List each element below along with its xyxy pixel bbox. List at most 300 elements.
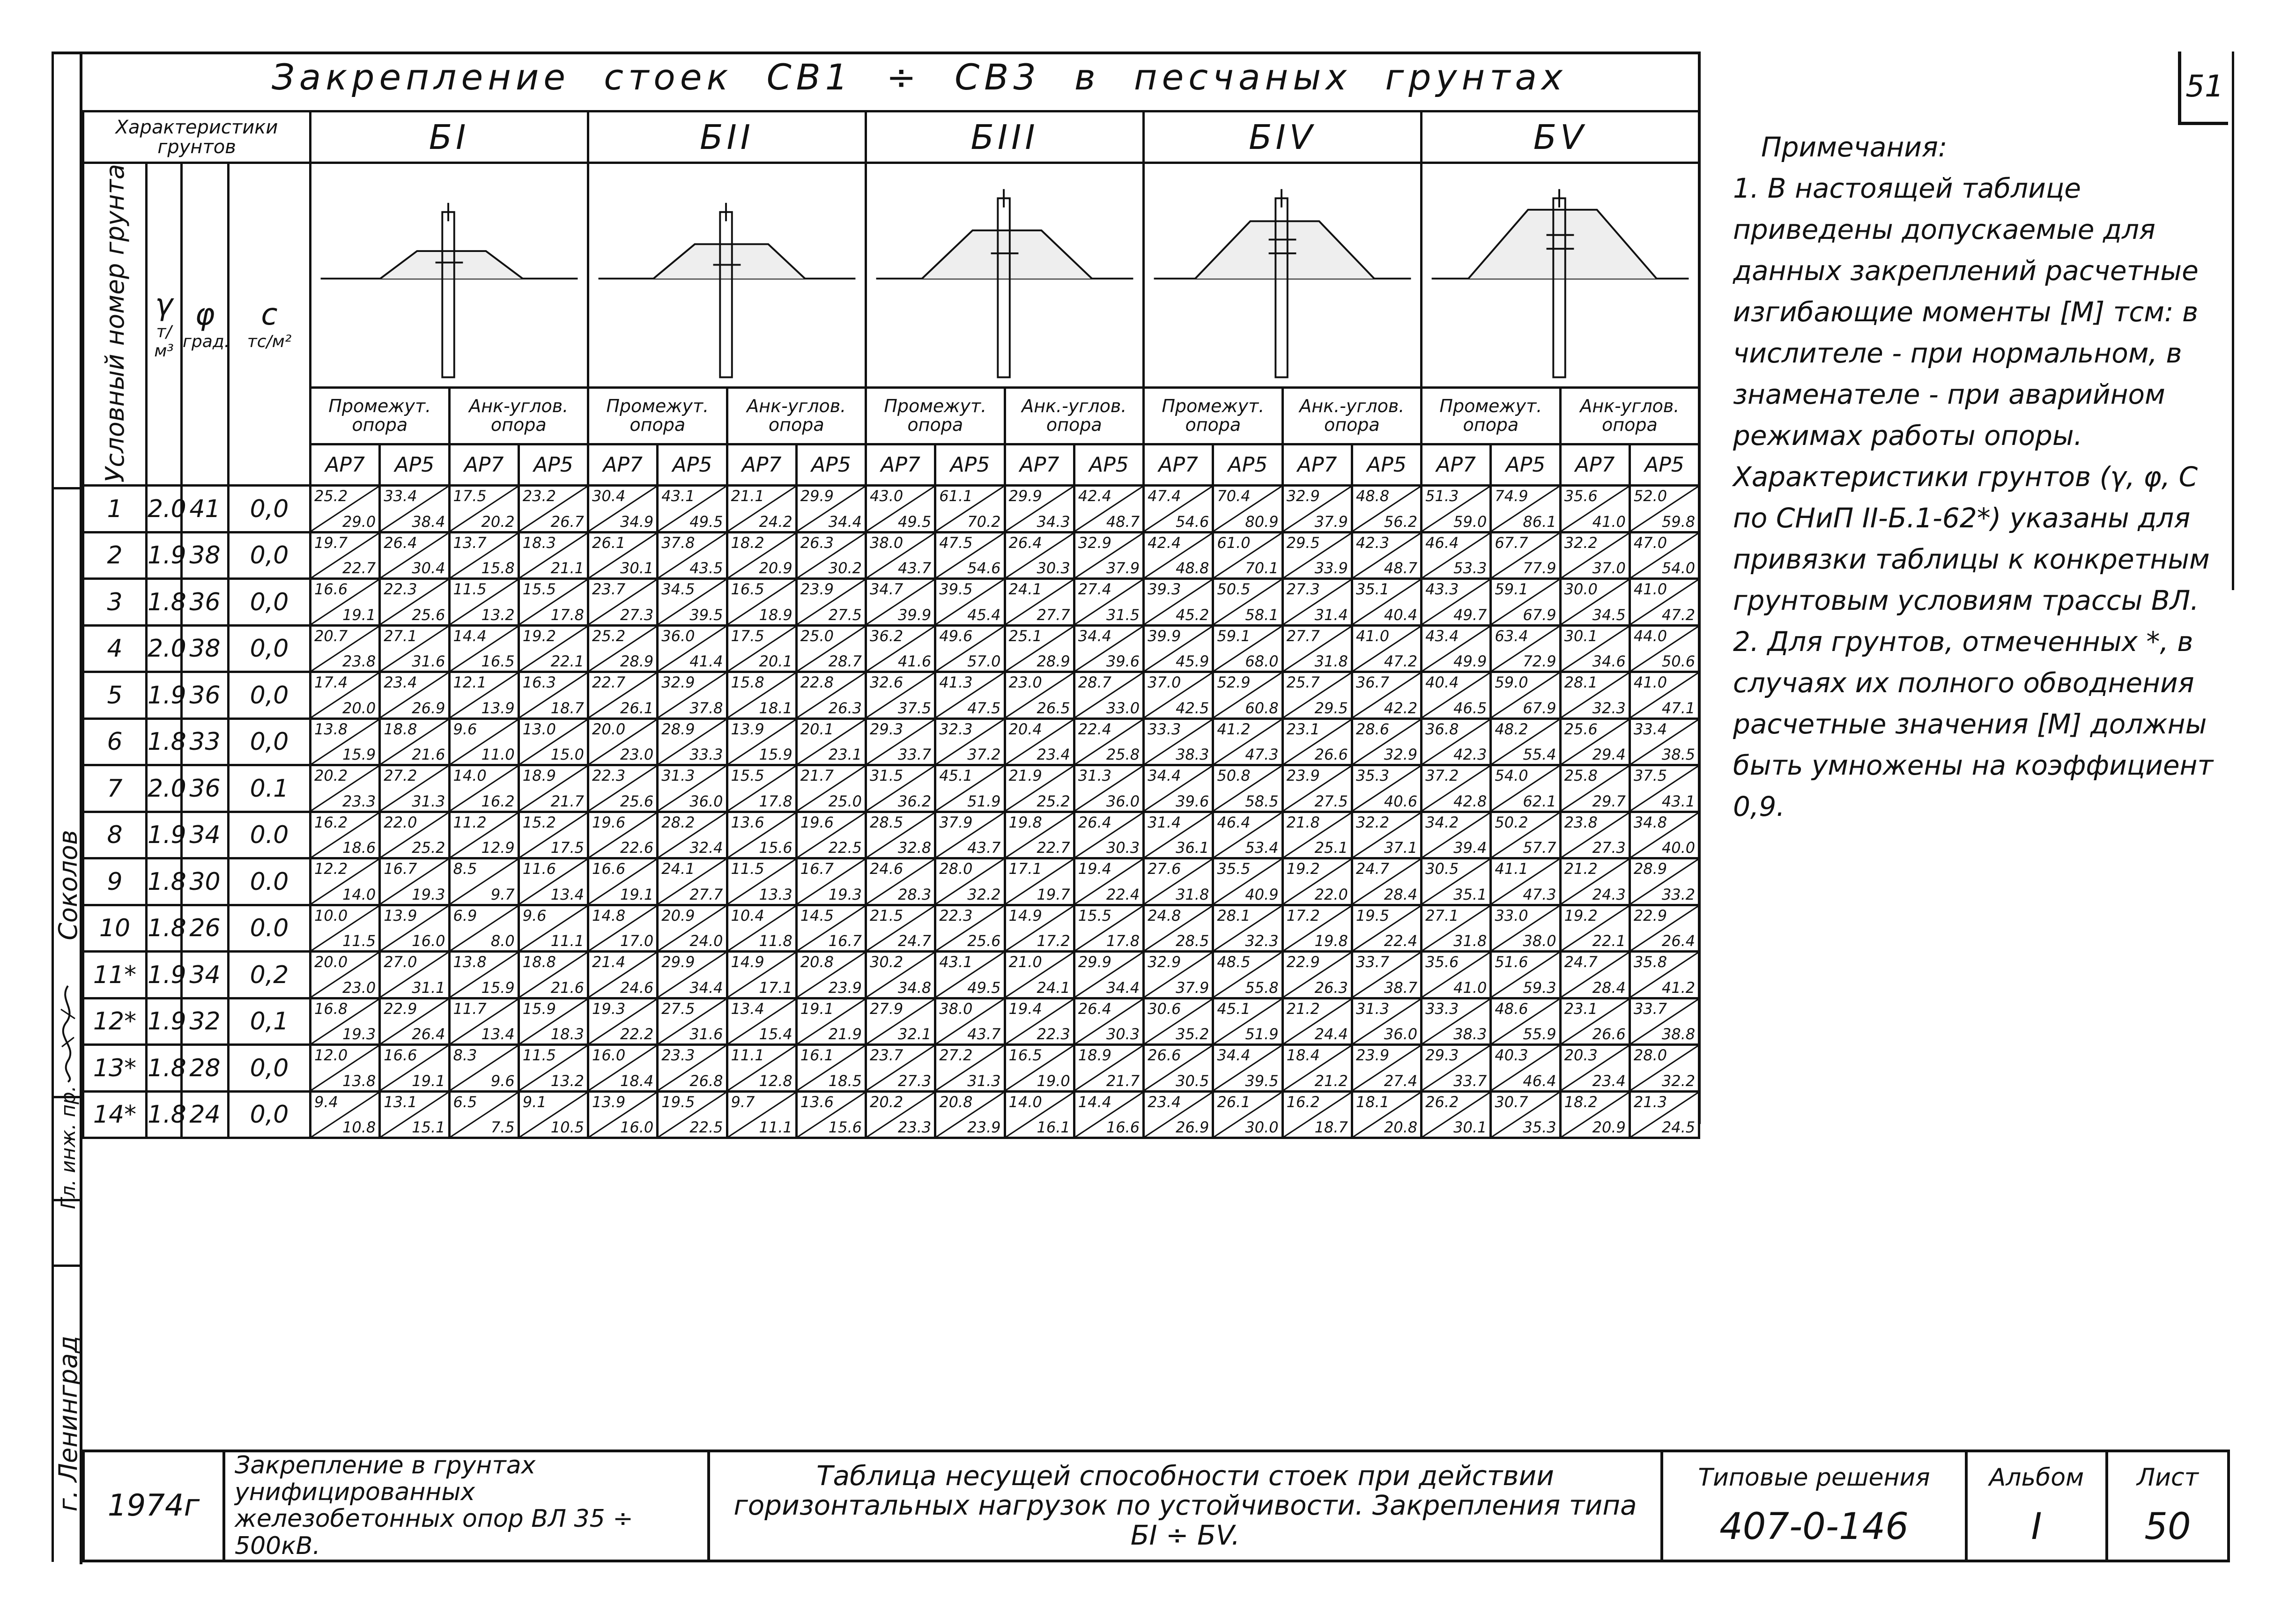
moment-cell bbox=[1352, 1045, 1421, 1092]
moment-emergency: 32.9 bbox=[1384, 746, 1418, 764]
moment-emergency: 37.0 bbox=[1592, 559, 1626, 577]
moment-normal: 50.5 bbox=[1217, 580, 1251, 599]
moment-cell bbox=[1422, 1091, 1491, 1138]
moment-emergency: 32.4 bbox=[689, 839, 723, 857]
moment-emergency: 22.5 bbox=[828, 839, 862, 857]
rows-body bbox=[83, 486, 1699, 1138]
soil-number: 14* bbox=[83, 1091, 147, 1138]
moment-cell bbox=[1282, 1091, 1352, 1138]
moment-normal: 17.2 bbox=[1286, 906, 1320, 925]
moment-normal: 61.0 bbox=[1217, 533, 1251, 552]
moment-cell bbox=[1074, 579, 1143, 626]
moment-normal: 20.8 bbox=[800, 953, 834, 971]
moment-cell bbox=[866, 625, 935, 672]
moment-normal: 14.9 bbox=[731, 953, 764, 971]
moment-normal: 28.9 bbox=[1633, 860, 1667, 878]
moment-cell bbox=[518, 486, 588, 533]
c-value: 0,0 bbox=[229, 625, 311, 672]
moment-normal: 46.4 bbox=[1425, 533, 1459, 552]
table-row bbox=[83, 765, 1699, 812]
moment-emergency: 40.9 bbox=[1245, 885, 1279, 903]
moment-emergency: 15.6 bbox=[759, 839, 792, 857]
moment-cell bbox=[796, 718, 866, 765]
moment-emergency: 49.9 bbox=[1453, 652, 1487, 671]
moment-cell bbox=[1074, 486, 1143, 533]
moment-normal: 19.5 bbox=[661, 1093, 695, 1111]
moment-normal: 20.2 bbox=[314, 767, 348, 785]
moment-normal: 54.0 bbox=[1495, 767, 1528, 785]
moment-normal: 9.6 bbox=[522, 906, 547, 925]
moment-normal: 21.7 bbox=[800, 767, 834, 785]
moment-normal: 24.1 bbox=[661, 860, 695, 878]
moment-emergency: 13.3 bbox=[759, 885, 792, 903]
phi-value: 26 bbox=[182, 905, 229, 952]
moment-cell bbox=[727, 532, 796, 579]
moment-emergency: 47.2 bbox=[1384, 652, 1418, 671]
moment-normal: 41.1 bbox=[1495, 860, 1528, 878]
table-row bbox=[83, 486, 1699, 533]
moment-emergency: 67.9 bbox=[1523, 699, 1556, 717]
moment-emergency: 16.7 bbox=[828, 932, 862, 950]
moment-normal: 11.1 bbox=[731, 1046, 764, 1065]
sketch-b4 bbox=[1144, 163, 1422, 388]
moment-emergency: 9.7 bbox=[490, 885, 515, 903]
c-value: 0.0 bbox=[229, 812, 311, 858]
moment-cell bbox=[1560, 905, 1629, 952]
moment-cell bbox=[1282, 998, 1352, 1045]
moment-normal: 25.2 bbox=[592, 627, 626, 645]
moment-normal: 27.1 bbox=[1425, 906, 1459, 925]
moment-normal: 20.7 bbox=[314, 627, 348, 645]
moment-cell bbox=[1144, 718, 1213, 765]
moment-normal: 14.9 bbox=[1008, 906, 1042, 925]
moment-normal: 29.5 bbox=[1286, 533, 1320, 552]
moment-cell bbox=[1213, 625, 1282, 672]
moment-cell bbox=[311, 1091, 380, 1138]
gamma-value: 1.8 bbox=[147, 1091, 182, 1138]
moment-normal: 31.4 bbox=[1148, 813, 1181, 831]
moment-cell bbox=[311, 952, 380, 999]
moment-emergency: 19.3 bbox=[342, 1025, 376, 1043]
moment-normal: 22.3 bbox=[384, 580, 417, 599]
moment-cell bbox=[1005, 952, 1074, 999]
moment-normal: 40.4 bbox=[1425, 673, 1459, 692]
moment-normal: 42.4 bbox=[1078, 487, 1112, 505]
moment-normal: 20.1 bbox=[800, 720, 834, 738]
moment-emergency: 38.7 bbox=[1384, 978, 1418, 997]
moment-normal: 14.5 bbox=[800, 906, 834, 925]
moment-normal: 21.2 bbox=[1564, 860, 1598, 878]
moment-normal: 33.3 bbox=[1148, 720, 1181, 738]
moment-cell bbox=[658, 532, 727, 579]
moment-emergency: 27.3 bbox=[898, 1072, 932, 1090]
moment-emergency: 38.3 bbox=[1176, 746, 1209, 764]
moment-normal: 16.5 bbox=[1008, 1046, 1042, 1065]
moment-emergency: 59.0 bbox=[1453, 512, 1487, 531]
moment-cell bbox=[658, 625, 727, 672]
group-name: БII bbox=[588, 111, 866, 163]
moment-emergency: 42.2 bbox=[1384, 699, 1418, 717]
moment-emergency: 57.7 bbox=[1523, 839, 1556, 857]
moment-cell bbox=[588, 625, 658, 672]
moment-cell bbox=[1213, 765, 1282, 812]
moment-cell bbox=[1352, 532, 1421, 579]
grade-label: АР5 bbox=[1491, 444, 1560, 486]
moment-emergency: 39.5 bbox=[689, 606, 723, 624]
moment-normal: 9.4 bbox=[314, 1093, 338, 1111]
moment-normal: 14.8 bbox=[592, 906, 626, 925]
moment-cell bbox=[311, 905, 380, 952]
moment-cell bbox=[1422, 718, 1491, 765]
moment-emergency: 47.5 bbox=[967, 699, 1001, 717]
moment-normal: 27.2 bbox=[384, 767, 417, 785]
moment-normal: 45.1 bbox=[939, 767, 973, 785]
moment-normal: 38.0 bbox=[870, 533, 904, 552]
moment-emergency: 37.1 bbox=[1384, 839, 1418, 857]
table-row bbox=[83, 1045, 1699, 1092]
moment-cell bbox=[1213, 486, 1282, 533]
characteristics-header: Характеристики грунтов bbox=[83, 111, 311, 163]
moment-normal: 21.3 bbox=[1633, 1093, 1667, 1111]
moment-cell bbox=[935, 905, 1005, 952]
moment-cell bbox=[1352, 858, 1421, 905]
moment-emergency: 25.2 bbox=[1037, 792, 1070, 810]
moment-emergency: 32.3 bbox=[1245, 932, 1279, 950]
moment-emergency: 60.8 bbox=[1245, 699, 1279, 717]
moment-cell bbox=[1213, 998, 1282, 1045]
moment-normal: 19.2 bbox=[522, 627, 556, 645]
moment-cell bbox=[449, 812, 518, 858]
moment-cell bbox=[1282, 858, 1352, 905]
moment-normal: 26.4 bbox=[1078, 813, 1112, 831]
moment-cell bbox=[866, 1045, 935, 1092]
moment-cell bbox=[1005, 718, 1074, 765]
moment-emergency: 40.4 bbox=[1384, 606, 1418, 624]
moment-cell bbox=[588, 1091, 658, 1138]
gamma-value: 1.8 bbox=[147, 905, 182, 952]
moment-normal: 28.9 bbox=[661, 720, 695, 738]
moment-emergency: 24.1 bbox=[1037, 978, 1070, 997]
moment-normal: 20.8 bbox=[939, 1093, 973, 1111]
moment-cell bbox=[866, 672, 935, 719]
moment-cell bbox=[1422, 812, 1491, 858]
moment-emergency: 15.6 bbox=[828, 1118, 862, 1137]
moment-normal: 21.1 bbox=[731, 487, 764, 505]
moment-emergency: 33.2 bbox=[1661, 885, 1696, 903]
moment-emergency: 31.3 bbox=[967, 1072, 1001, 1090]
moment-normal: 23.9 bbox=[1355, 1046, 1390, 1065]
moment-cell bbox=[1144, 625, 1213, 672]
moment-cell bbox=[1491, 1045, 1560, 1092]
moment-cell bbox=[1005, 765, 1074, 812]
moment-normal: 23.7 bbox=[870, 1046, 904, 1065]
moment-cell bbox=[1352, 579, 1421, 626]
moment-cell bbox=[658, 952, 727, 999]
moment-emergency: 15.8 bbox=[481, 559, 515, 577]
gamma-value: 2.0 bbox=[147, 765, 182, 812]
moment-normal: 18.1 bbox=[1355, 1093, 1390, 1111]
moment-normal: 19.2 bbox=[1564, 906, 1598, 925]
moment-emergency: 21.7 bbox=[550, 792, 585, 810]
moment-cell bbox=[658, 579, 727, 626]
moment-cell bbox=[1491, 486, 1560, 533]
moment-normal: 28.0 bbox=[1633, 1046, 1667, 1065]
phi-value: 36 bbox=[182, 672, 229, 719]
moment-cell bbox=[1352, 812, 1421, 858]
moment-emergency: 21.7 bbox=[1106, 1072, 1140, 1090]
moment-emergency: 56.2 bbox=[1384, 512, 1418, 531]
moment-emergency: 43.7 bbox=[967, 1025, 1001, 1043]
moment-emergency: 32.2 bbox=[967, 885, 1001, 903]
grade-label: АР7 bbox=[1144, 444, 1213, 486]
moment-cell bbox=[1352, 905, 1421, 952]
table-row bbox=[83, 579, 1699, 626]
moment-cell bbox=[796, 765, 866, 812]
moment-normal: 9.1 bbox=[522, 1093, 547, 1111]
moment-normal: 35.6 bbox=[1564, 487, 1598, 505]
moment-emergency: 21.6 bbox=[412, 746, 445, 764]
moment-emergency: 13.8 bbox=[342, 1072, 376, 1090]
moment-cell bbox=[1560, 625, 1629, 672]
moment-normal: 59.1 bbox=[1217, 627, 1251, 645]
moment-emergency: 19.1 bbox=[342, 606, 376, 624]
moment-emergency: 11.1 bbox=[759, 1118, 792, 1137]
moment-normal: 41.0 bbox=[1355, 627, 1390, 645]
side-name: Соколов bbox=[53, 830, 83, 940]
moment-emergency: 23.4 bbox=[1037, 746, 1070, 764]
moment-cell bbox=[1213, 812, 1282, 858]
moment-normal: 43.4 bbox=[1425, 627, 1459, 645]
moment-normal: 20.4 bbox=[1008, 720, 1042, 738]
moment-normal: 74.9 bbox=[1495, 487, 1528, 505]
moment-cell bbox=[1282, 1045, 1352, 1092]
moment-cell bbox=[727, 486, 796, 533]
gamma-value: 1.9 bbox=[147, 672, 182, 719]
grade-label: АР7 bbox=[1282, 444, 1352, 486]
moment-emergency: 33.0 bbox=[1106, 699, 1140, 717]
moment-emergency: 26.6 bbox=[1592, 1025, 1626, 1043]
moment-normal: 50.2 bbox=[1495, 813, 1528, 831]
support-type: Анк.-углов. опора bbox=[1005, 388, 1144, 444]
moment-normal: 42.4 bbox=[1148, 533, 1181, 552]
grade-label: АР7 bbox=[866, 444, 935, 486]
moment-cell bbox=[1005, 486, 1074, 533]
moment-cell bbox=[866, 532, 935, 579]
moment-emergency: 22.3 bbox=[1037, 1025, 1070, 1043]
moment-emergency: 62.1 bbox=[1523, 792, 1556, 810]
moment-normal: 28.2 bbox=[661, 813, 695, 831]
support-type: Анк.-углов. опора bbox=[1282, 388, 1422, 444]
moment-emergency: 38.0 bbox=[1523, 932, 1556, 950]
moment-normal: 17.1 bbox=[1008, 860, 1042, 878]
moment-normal: 11.7 bbox=[453, 999, 487, 1018]
moment-normal: 19.7 bbox=[314, 533, 348, 552]
moment-cell bbox=[1352, 625, 1421, 672]
moment-emergency: 32.2 bbox=[1661, 1072, 1696, 1090]
moment-emergency: 46.4 bbox=[1523, 1072, 1556, 1090]
moment-normal: 26.4 bbox=[1008, 533, 1042, 552]
moment-normal: 23.9 bbox=[800, 580, 834, 599]
moment-cell bbox=[1629, 952, 1699, 999]
moment-normal: 67.7 bbox=[1495, 533, 1528, 552]
moment-cell bbox=[1560, 532, 1629, 579]
moment-normal: 31.3 bbox=[1078, 767, 1112, 785]
moment-cell bbox=[380, 1045, 449, 1092]
moment-cell bbox=[518, 718, 588, 765]
soil-number: 10 bbox=[83, 905, 147, 952]
moment-normal: 26.1 bbox=[592, 533, 626, 552]
moment-emergency: 47.3 bbox=[1523, 885, 1556, 903]
moment-normal: 8.3 bbox=[453, 1046, 477, 1065]
moment-emergency: 34.9 bbox=[620, 512, 654, 531]
moment-cell bbox=[1422, 486, 1491, 533]
table-row bbox=[83, 812, 1699, 858]
moment-normal: 29.3 bbox=[1425, 1046, 1459, 1065]
moment-emergency: 31.8 bbox=[1176, 885, 1209, 903]
moment-normal: 15.2 bbox=[522, 813, 556, 831]
moment-normal: 33.7 bbox=[1355, 953, 1390, 971]
moment-normal: 18.8 bbox=[384, 720, 417, 738]
moment-emergency: 19.8 bbox=[1314, 932, 1348, 950]
moment-emergency: 9.6 bbox=[490, 1072, 515, 1090]
moment-normal: 19.8 bbox=[1008, 813, 1042, 831]
moment-cell bbox=[380, 486, 449, 533]
moment-emergency: 16.5 bbox=[481, 652, 515, 671]
moment-cell bbox=[1491, 998, 1560, 1045]
moment-cell bbox=[1144, 998, 1213, 1045]
moment-cell bbox=[1629, 625, 1699, 672]
moment-cell bbox=[1560, 672, 1629, 719]
moment-normal: 21.8 bbox=[1286, 813, 1320, 831]
moment-cell bbox=[518, 1091, 588, 1138]
moment-cell bbox=[796, 858, 866, 905]
moment-normal: 25.1 bbox=[1008, 627, 1042, 645]
soil-number: 11* bbox=[83, 952, 147, 999]
moment-emergency: 58.5 bbox=[1245, 792, 1279, 810]
moment-emergency: 47.1 bbox=[1661, 699, 1696, 717]
moment-emergency: 18.6 bbox=[342, 839, 376, 857]
moment-emergency: 42.3 bbox=[1453, 746, 1487, 764]
moment-emergency: 47.3 bbox=[1245, 746, 1279, 764]
moment-normal: 28.5 bbox=[870, 813, 904, 831]
moment-normal: 15.5 bbox=[1078, 906, 1112, 925]
moment-normal: 23.1 bbox=[1286, 720, 1320, 738]
grade-label: АР5 bbox=[380, 444, 449, 486]
moment-normal: 34.4 bbox=[1078, 627, 1112, 645]
moment-emergency: 18.3 bbox=[550, 1025, 585, 1043]
moment-cell bbox=[449, 952, 518, 999]
support-type: Промежут. опора bbox=[588, 388, 727, 444]
moment-cell bbox=[1422, 765, 1491, 812]
moment-cell bbox=[1213, 952, 1282, 999]
moment-emergency: 23.9 bbox=[828, 978, 862, 997]
moment-normal: 13.6 bbox=[800, 1093, 834, 1111]
moment-cell bbox=[1005, 812, 1074, 858]
moment-cell bbox=[1629, 905, 1699, 952]
moment-normal: 17.5 bbox=[453, 487, 487, 505]
moment-cell bbox=[1213, 858, 1282, 905]
moment-cell bbox=[518, 905, 588, 952]
moment-cell bbox=[1074, 812, 1143, 858]
moment-emergency: 29.0 bbox=[342, 512, 376, 531]
moment-normal: 41.2 bbox=[1217, 720, 1251, 738]
phi-value: 36 bbox=[182, 579, 229, 626]
moment-normal: 34.4 bbox=[1148, 767, 1181, 785]
moment-normal: 37.9 bbox=[939, 813, 973, 831]
moment-cell bbox=[1282, 905, 1352, 952]
moment-emergency: 29.4 bbox=[1592, 746, 1626, 764]
grade-row bbox=[83, 444, 1699, 486]
moment-emergency: 16.0 bbox=[620, 1118, 654, 1137]
grade-label: АР5 bbox=[1213, 444, 1282, 486]
moment-normal: 24.8 bbox=[1148, 906, 1181, 925]
moment-cell bbox=[1282, 579, 1352, 626]
moment-normal: 18.2 bbox=[1564, 1093, 1598, 1111]
moment-normal: 18.9 bbox=[1078, 1046, 1112, 1065]
moment-emergency: 26.9 bbox=[412, 699, 445, 717]
moment-emergency: 25.6 bbox=[967, 932, 1001, 950]
moment-emergency: 27.3 bbox=[620, 606, 654, 624]
moment-normal: 33.7 bbox=[1633, 999, 1667, 1018]
moment-emergency: 32.8 bbox=[898, 839, 932, 857]
moment-cell bbox=[1074, 532, 1143, 579]
moment-cell bbox=[1144, 1091, 1213, 1138]
moment-normal: 29.3 bbox=[870, 720, 904, 738]
soil-number: 9 bbox=[83, 858, 147, 905]
moment-cell bbox=[311, 625, 380, 672]
moment-emergency: 43.7 bbox=[898, 559, 932, 577]
moment-emergency: 59.3 bbox=[1523, 978, 1556, 997]
moment-cell bbox=[1074, 718, 1143, 765]
moment-emergency: 30.3 bbox=[1106, 839, 1140, 857]
moment-cell bbox=[588, 998, 658, 1045]
moment-normal: 44.0 bbox=[1633, 627, 1667, 645]
moment-emergency: 59.8 bbox=[1661, 512, 1696, 531]
moment-normal: 45.1 bbox=[1217, 999, 1251, 1018]
moment-cell bbox=[1282, 672, 1352, 719]
moment-emergency: 47.2 bbox=[1661, 606, 1696, 624]
moment-normal: 26.3 bbox=[800, 533, 834, 552]
moment-cell bbox=[866, 1091, 935, 1138]
moment-normal: 19.4 bbox=[1008, 999, 1042, 1018]
moment-emergency: 13.4 bbox=[550, 885, 585, 903]
moment-cell bbox=[866, 765, 935, 812]
moment-emergency: 70.1 bbox=[1245, 559, 1279, 577]
stamp-divider-1 bbox=[52, 487, 80, 489]
moment-cell bbox=[866, 718, 935, 765]
moment-emergency: 33.3 bbox=[689, 746, 723, 764]
moment-normal: 30.2 bbox=[870, 953, 904, 971]
moment-cell bbox=[1005, 998, 1074, 1045]
moment-cell bbox=[796, 1045, 866, 1092]
moment-normal: 28.7 bbox=[1078, 673, 1112, 692]
moment-cell bbox=[727, 905, 796, 952]
moment-cell bbox=[1144, 1045, 1213, 1092]
stamp-desc: Закрепление в грунтах унифицированных железобетонных опор ВЛ 35 ÷ 500кВ. bbox=[224, 1451, 709, 1561]
moment-normal: 19.1 bbox=[800, 999, 834, 1018]
moment-normal: 29.9 bbox=[800, 487, 834, 505]
moment-normal: 27.6 bbox=[1148, 860, 1181, 878]
moment-normal: 26.4 bbox=[1078, 999, 1112, 1018]
moment-normal: 23.7 bbox=[592, 580, 626, 599]
moment-emergency: 39.6 bbox=[1106, 652, 1140, 671]
c-value: 0,0 bbox=[229, 532, 311, 579]
moment-emergency: 28.5 bbox=[1176, 932, 1209, 950]
moment-normal: 15.8 bbox=[731, 673, 764, 692]
moment-cell bbox=[1422, 905, 1491, 952]
moment-cell bbox=[311, 858, 380, 905]
moment-cell bbox=[311, 1045, 380, 1092]
